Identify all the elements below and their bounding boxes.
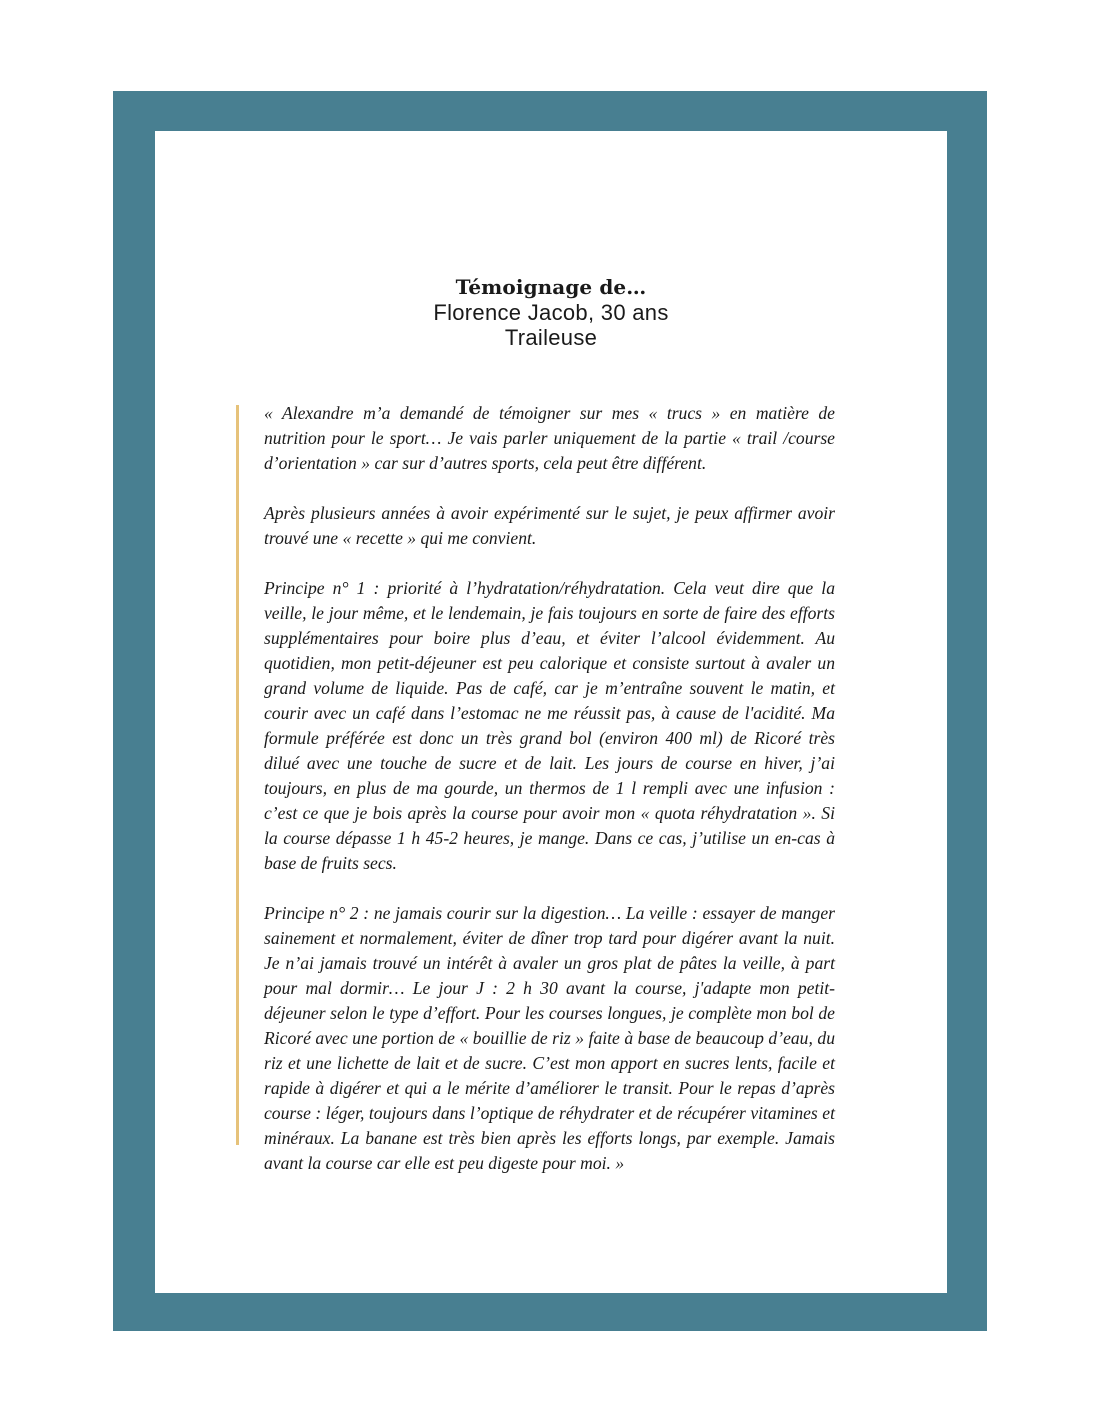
author-role: Traileuse <box>504 325 598 350</box>
quote-paragraph-principle-1: Principe n° 1 : priorité à l’hydratation/réhydratation. Cela veut dire que la veille, le jour même, et le lendemain, je fais toujours en sorte de faire des efforts supplémentaires pour boire plus d’eau, et éviter l’alcool évidemment. Au quotidien, mon petit-déjeuner est peu calorique et consiste surtout à avaler un grand volume de liquide. Pas de café, car je m’entraîne souvent le matin, et courir avec un café dans l’estomac ne me réussit pas, à cause de l'acidité. Ma formule préférée est donc un très grand bol (environ 400 ml) de Ricoré très dilué avec une touche de sucre et de lait. Les jours de course en hiver, j’ai toujours, en plus de ma gourde, un thermos de 1 l rempli avec une infusion : c’est ce que je bois après la course pour avoir mon « quota réhydratation ». Si la course dépasse 1 h 45-2 heures, je mange. Dans ce cas, j’utilise un en-cas à base de fruits secs. <box>264 578 835 873</box>
testimony-header <box>155 274 947 350</box>
quote-paragraph-intro: « Alexandre m’a demandé de témoigner sur mes « trucs » en matière de nutrition pour le sport… Je vais parler uniquement de la partie « trail /course d’orientation » car sur d’autres sports, cela peut être différent. <box>264 403 835 473</box>
testimony-title: Témoignage de… <box>455 275 647 299</box>
testimony-quote <box>264 401 835 1176</box>
quote-accent-bar <box>236 405 239 1145</box>
quote-paragraph-principle-2: Principe n° 2 : ne jamais courir sur la digestion… La veille : essayer de manger sainement et normalement, éviter de dîner trop tard pour digérer avant la nuit. Je n’ai jamais trouvé un intérêt à avaler un gros plat de pâtes la veille, à part pour mal dormir… Le jour J : 2 h 30 avant la course, j'adapte mon petit-déjeuner selon le type d’effort. Pour les courses longues, je complète mon bol de Ricoré avec une portion de « bouillie de riz » faite à base de beaucoup d’eau, du riz et une lichette de lait et de sucre. C’est mon apport en sucres lents, facile et rapide à digérer et qui a le mérite d’améliorer le transit. Pour le repas d’après course : léger, toujours dans l’optique de réhydrater et de récupérer vitamines et minéraux. La banane est très bien après les efforts longs, par exemple. Jamais avant la course car elle est peu digeste pour moi. » <box>264 903 835 1173</box>
author-name: Florence Jacob, 30 ans <box>433 300 669 325</box>
page-border-frame <box>113 91 987 1331</box>
quote-paragraph-recipe: Après plusieurs années à avoir expérimenté sur le sujet, je peux affirmer avoir trouvé une « recette » qui me convient. <box>264 503 835 548</box>
page-sheet <box>155 131 947 1293</box>
